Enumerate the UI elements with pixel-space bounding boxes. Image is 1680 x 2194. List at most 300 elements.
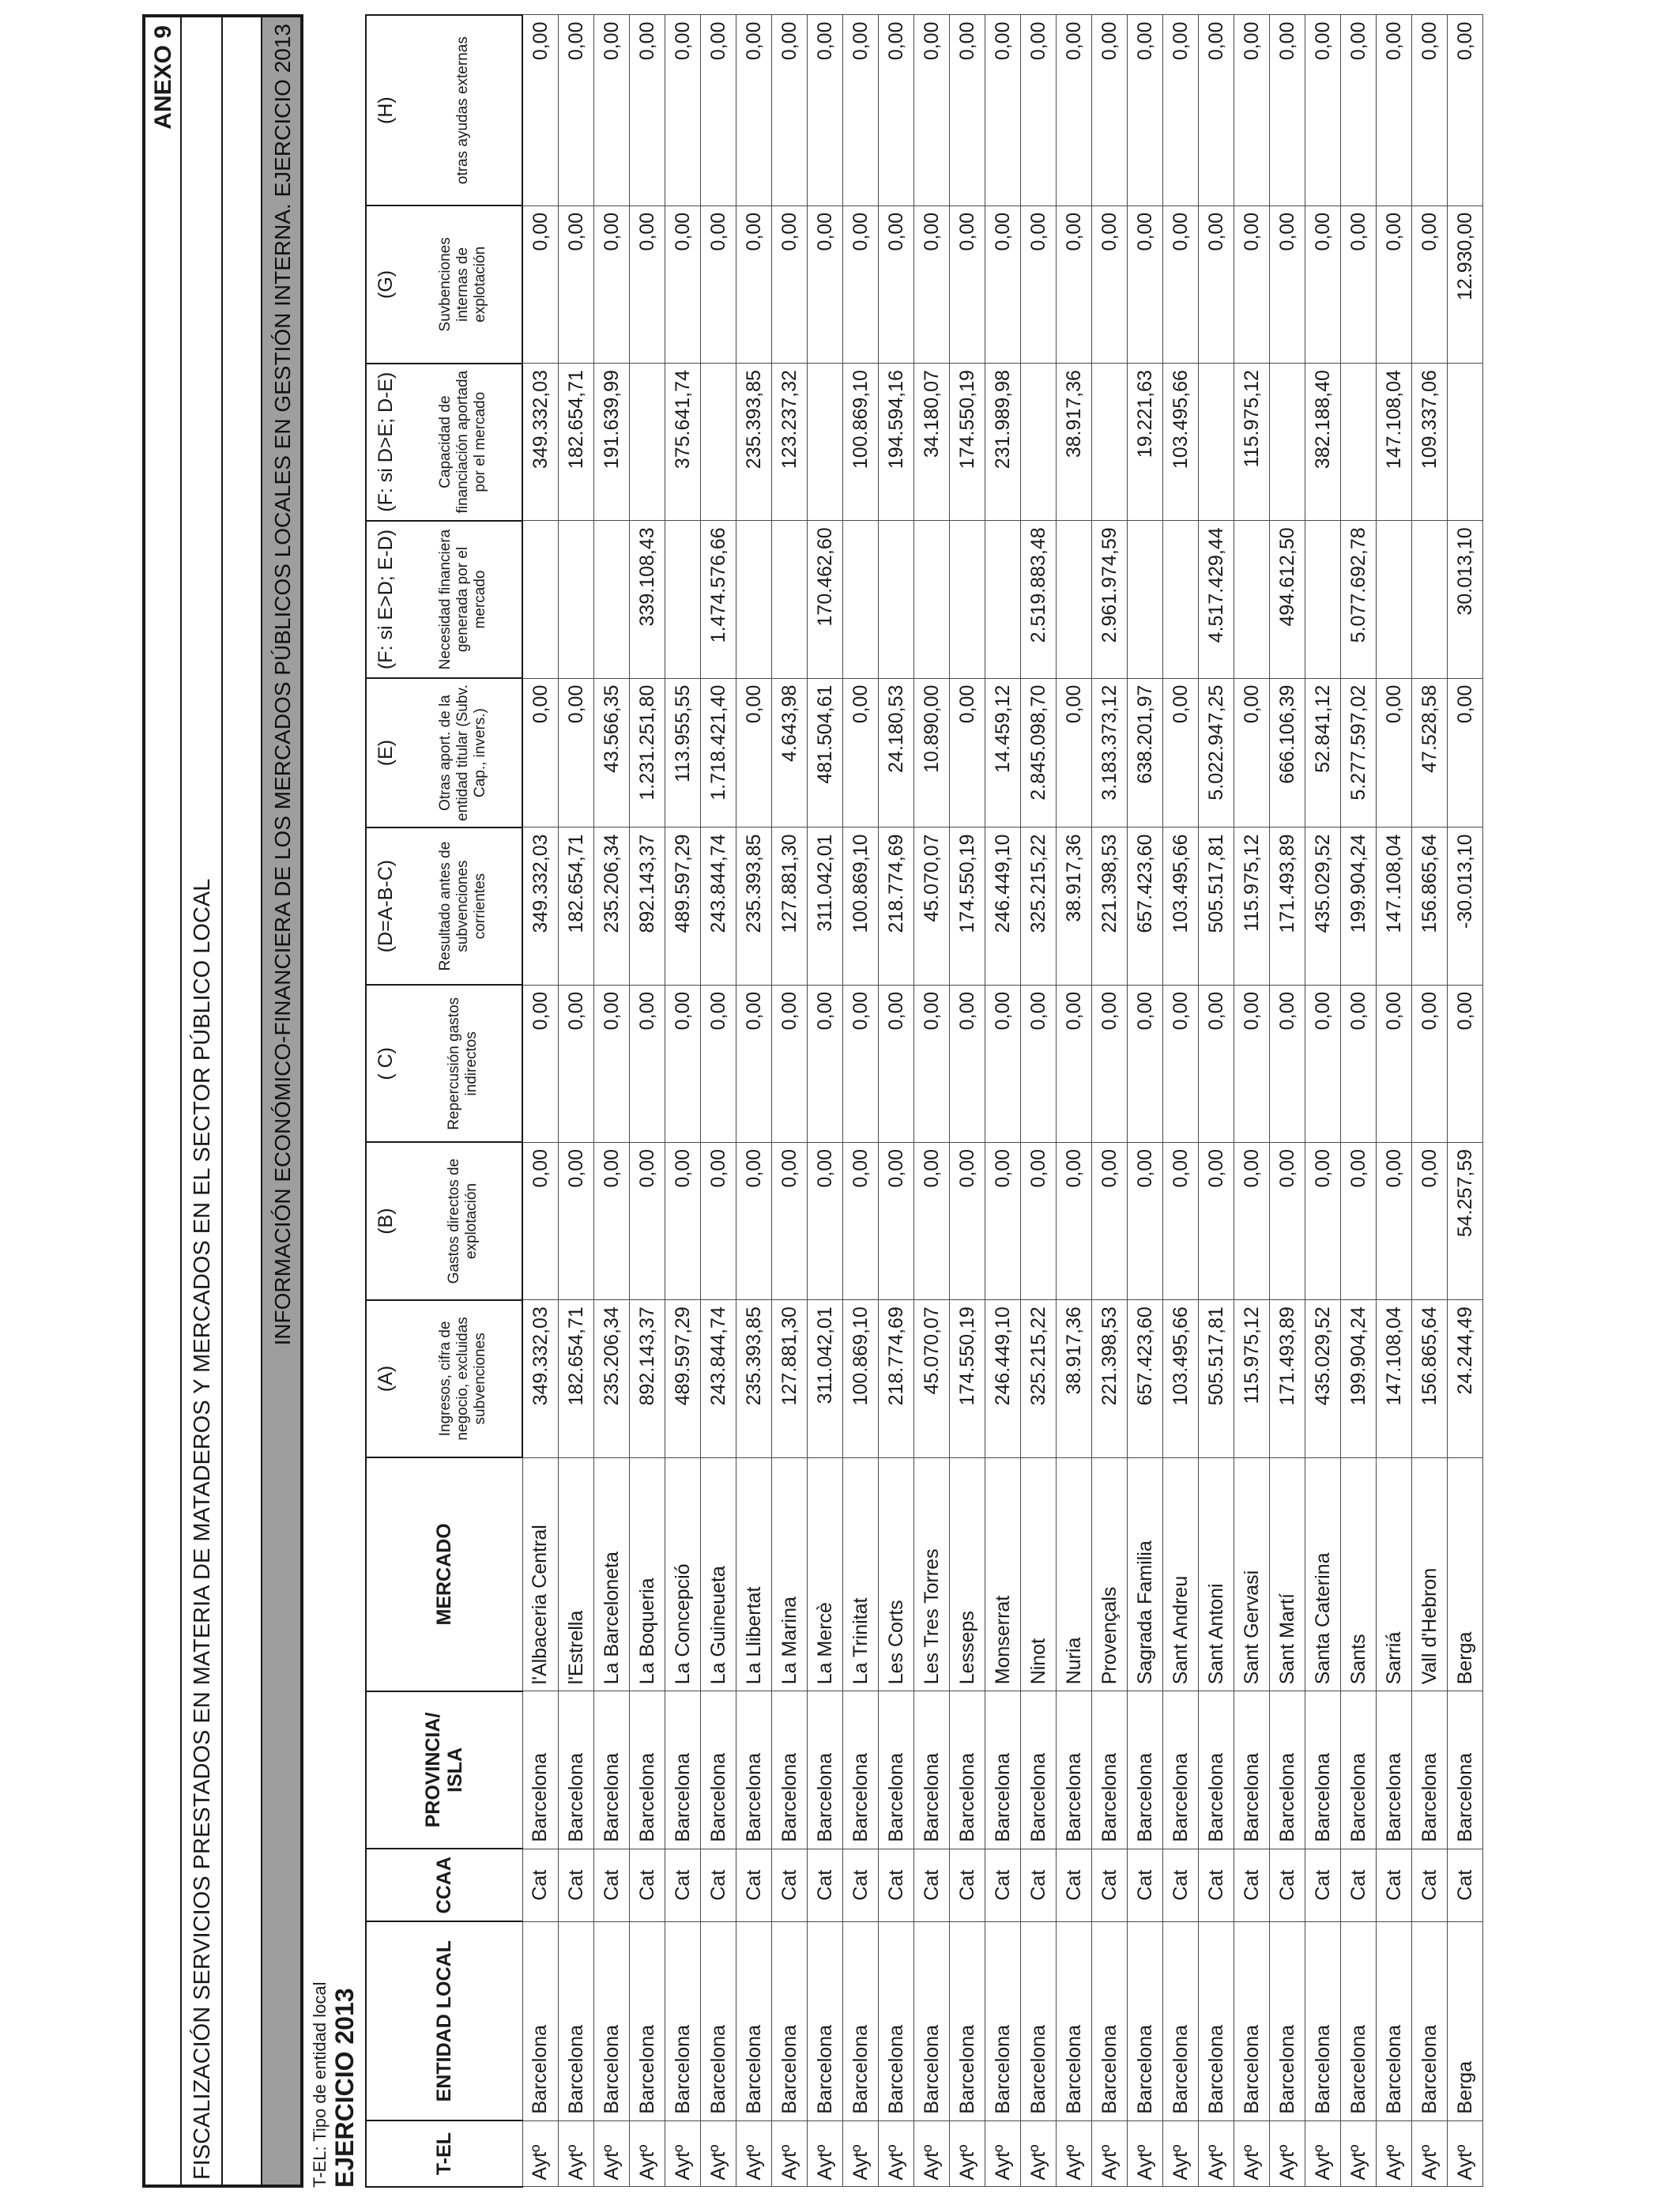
table-cell: La Concepció bbox=[665, 1457, 701, 1691]
table-cell: 0,00 bbox=[594, 1142, 630, 1299]
table-cell: Barcelona bbox=[559, 1691, 594, 1849]
table-cell: 0,00 bbox=[665, 15, 701, 205]
table-cell: 0,00 bbox=[1377, 15, 1412, 205]
table-cell: 171.493,89 bbox=[1270, 827, 1305, 985]
markets-table bbox=[365, 14, 1483, 2188]
table-cell: -30.013,10 bbox=[1448, 827, 1483, 985]
table-cell bbox=[1341, 364, 1377, 521]
table-cell: 0,00 bbox=[1234, 15, 1270, 205]
table-cell: 0,00 bbox=[950, 1142, 985, 1299]
table-cell: 0,00 bbox=[1092, 1142, 1128, 1299]
table-cell: 0,00 bbox=[522, 205, 559, 363]
table-cell bbox=[1092, 364, 1128, 521]
table-cell: 0,00 bbox=[1412, 1142, 1448, 1299]
table-cell: Cat bbox=[665, 1849, 701, 1921]
table-cell: Cat bbox=[950, 1849, 985, 1921]
table-cell: 2.845.098,70 bbox=[1021, 678, 1057, 827]
table-cell: 657.423,60 bbox=[1128, 1300, 1163, 1457]
table-cell: Barcelona bbox=[594, 1691, 630, 1849]
table-cell: 666.106,39 bbox=[1270, 678, 1305, 827]
fiscalization-row bbox=[182, 14, 223, 2188]
table-cell: Barcelona bbox=[665, 1921, 701, 2120]
table-cell: La Marina bbox=[772, 1457, 808, 1691]
table-cell: 0,00 bbox=[1128, 985, 1163, 1142]
table-cell: 0,00 bbox=[772, 205, 808, 363]
table-cell: 0,00 bbox=[701, 1142, 736, 1299]
table-cell: Barcelona bbox=[1341, 1921, 1377, 2120]
header-letters-row bbox=[366, 15, 405, 2187]
table-cell: Barcelona bbox=[559, 1921, 594, 2120]
table-cell: Barcelona bbox=[1021, 1921, 1057, 2120]
table-cell: 0,00 bbox=[843, 205, 879, 363]
table-cell: Cat bbox=[1234, 1849, 1270, 1921]
table-cell: Barcelona bbox=[1199, 1691, 1234, 1849]
table-cell: 19.221,63 bbox=[1128, 364, 1163, 521]
table-cell: 0,00 bbox=[879, 1142, 914, 1299]
table-cell: Barcelona bbox=[630, 1691, 665, 1849]
header-tel: T-EL bbox=[366, 2120, 522, 2187]
table-cell: Barcelona bbox=[1021, 1691, 1057, 1849]
table-cell: 494.612,50 bbox=[1270, 521, 1305, 678]
table-cell: Aytº bbox=[808, 2120, 843, 2187]
table-row bbox=[1199, 15, 1234, 2187]
table-cell: 325.215,22 bbox=[1021, 827, 1057, 985]
table-cell: 0,00 bbox=[879, 205, 914, 363]
table-cell: 100.869,10 bbox=[843, 827, 879, 985]
table-cell: 0,00 bbox=[1270, 205, 1305, 363]
table-cell: 10.890,00 bbox=[914, 678, 950, 827]
table-cell: 0,00 bbox=[1412, 985, 1448, 1142]
table-cell: Cat bbox=[736, 1849, 772, 1921]
table-cell: Barcelona bbox=[1270, 1691, 1305, 1849]
table-cell: Barcelona bbox=[914, 1921, 950, 2120]
header-desc-b: Gastos directos de explotación bbox=[405, 1142, 522, 1299]
header-letter-b: (B) bbox=[366, 1142, 405, 1299]
table-cell bbox=[701, 364, 736, 521]
table-cell: Aytº bbox=[950, 2120, 985, 2187]
table-cell: 45.070,07 bbox=[914, 1300, 950, 1457]
table-row bbox=[1341, 15, 1377, 2187]
header-ccaa: CCAA bbox=[366, 1849, 522, 1921]
table-cell: 0,00 bbox=[1128, 205, 1163, 363]
table-cell: 0,00 bbox=[559, 985, 594, 1142]
table-cell: Aytº bbox=[736, 2120, 772, 2187]
table-cell: 182.654,71 bbox=[559, 364, 594, 521]
table-cell bbox=[1057, 521, 1092, 678]
table-cell: 0,00 bbox=[808, 985, 843, 1142]
table-cell: 199.904,24 bbox=[1341, 1300, 1377, 1457]
table-row bbox=[1377, 15, 1412, 2187]
info-title: INFORMACIÓN ECONÓMICO-FINANCIERA DE LOS MERCADOS PÚBLICOS LOCALES EN GESTIÓN INTERNA. EJERCICIO 2013 bbox=[270, 24, 295, 1346]
table-cell: Aytº bbox=[1234, 2120, 1270, 2187]
table-cell: 115.975,12 bbox=[1234, 364, 1270, 521]
table-row bbox=[594, 15, 630, 2187]
header-desc-h: otras ayudas externas bbox=[405, 15, 522, 205]
table-cell: Barcelona bbox=[950, 1691, 985, 1849]
table-cell: 103.495,66 bbox=[1163, 1300, 1199, 1457]
table-row bbox=[914, 15, 950, 2187]
table-cell: 0,00 bbox=[772, 15, 808, 205]
table-cell: Barcelona bbox=[1341, 1691, 1377, 1849]
table-cell: 52.841,12 bbox=[1305, 678, 1341, 827]
table-cell bbox=[1021, 364, 1057, 521]
table-cell: 0,00 bbox=[1234, 1142, 1270, 1299]
table-cell: Cat bbox=[559, 1849, 594, 1921]
table-cell: 0,00 bbox=[665, 985, 701, 1142]
header-desc-e: Otras aport. de la entidad titular (Subv. Cap., invers.) bbox=[405, 678, 522, 827]
table-cell: 0,00 bbox=[1341, 15, 1377, 205]
table-row bbox=[522, 15, 559, 2187]
header-desc-f2: Capacidad de financiación aportada por el mercado bbox=[405, 364, 522, 521]
table-cell: 171.493,89 bbox=[1270, 1300, 1305, 1457]
table-cell: Aytº bbox=[1199, 2120, 1234, 2187]
table-cell: Aytº bbox=[772, 2120, 808, 2187]
table-cell: 0,00 bbox=[1163, 985, 1199, 1142]
table-cell: Barcelona bbox=[808, 1921, 843, 2120]
table-cell: Barcelona bbox=[914, 1691, 950, 1849]
table-cell: l'Albaceria Central bbox=[522, 1457, 559, 1691]
table-cell: 0,00 bbox=[914, 15, 950, 205]
table-cell bbox=[1128, 521, 1163, 678]
table-cell: 0,00 bbox=[559, 1142, 594, 1299]
table-cell: 127.881,30 bbox=[772, 1300, 808, 1457]
table-cell: 311.042,01 bbox=[808, 827, 843, 985]
table-cell: 156.865,64 bbox=[1412, 1300, 1448, 1457]
table-cell: Barcelona bbox=[736, 1921, 772, 2120]
table-cell: 349.332,03 bbox=[522, 827, 559, 985]
table-cell: Barcelona bbox=[1412, 1921, 1448, 2120]
table-cell: Cat bbox=[1341, 1849, 1377, 1921]
table-cell: 892.143,37 bbox=[630, 1300, 665, 1457]
table-cell: 243.844,74 bbox=[701, 1300, 736, 1457]
table-cell: 311.042,01 bbox=[808, 1300, 843, 1457]
table-row bbox=[843, 15, 879, 2187]
table-cell bbox=[1199, 364, 1234, 521]
table-cell: Barcelona bbox=[843, 1921, 879, 2120]
table-cell: 0,00 bbox=[772, 985, 808, 1142]
table-cell bbox=[950, 521, 985, 678]
table-cell: Barcelona bbox=[1377, 1691, 1412, 1849]
table-cell bbox=[665, 521, 701, 678]
table-cell: 123.237,32 bbox=[772, 364, 808, 521]
table-cell: 235.206,34 bbox=[594, 1300, 630, 1457]
table-cell bbox=[1270, 364, 1305, 521]
table-cell: 54.257,59 bbox=[1448, 1142, 1483, 1299]
table-cell: 0,00 bbox=[808, 15, 843, 205]
table-cell: 0,00 bbox=[843, 678, 879, 827]
table-cell: 0,00 bbox=[1057, 15, 1092, 205]
table-cell: Cat bbox=[808, 1849, 843, 1921]
table-cell: La Boqueria bbox=[630, 1457, 665, 1691]
table-cell: 0,00 bbox=[1448, 678, 1483, 827]
table-cell: 0,00 bbox=[665, 205, 701, 363]
header-desc-d: Resultado antes de subvenciones corrientes bbox=[405, 827, 522, 985]
table-cell: 0,00 bbox=[630, 985, 665, 1142]
table-cell: 47.528,58 bbox=[1412, 678, 1448, 827]
table-row bbox=[1234, 15, 1270, 2187]
table-cell: 0,00 bbox=[1199, 15, 1234, 205]
table-cell: 218.774,69 bbox=[879, 827, 914, 985]
table-row bbox=[1163, 15, 1199, 2187]
table-cell: Cat bbox=[522, 1849, 559, 1921]
table-cell: 45.070,07 bbox=[914, 827, 950, 985]
table-cell: Barcelona bbox=[1057, 1691, 1092, 1849]
table-cell: 109.337,06 bbox=[1412, 364, 1448, 521]
table-cell bbox=[772, 521, 808, 678]
table-cell: 0,00 bbox=[1305, 205, 1341, 363]
table-row bbox=[736, 15, 772, 2187]
table-cell: 246.449,10 bbox=[985, 1300, 1021, 1457]
table-cell bbox=[1377, 521, 1412, 678]
table-cell bbox=[1234, 521, 1270, 678]
table-cell: Nuria bbox=[1057, 1457, 1092, 1691]
table-row bbox=[1305, 15, 1341, 2187]
table-cell: 0,00 bbox=[1377, 678, 1412, 827]
table-cell: 3.183.373,12 bbox=[1092, 678, 1128, 827]
table-cell: 0,00 bbox=[1305, 1142, 1341, 1299]
table-cell: Barcelona bbox=[1412, 1691, 1448, 1849]
table-cell: 0,00 bbox=[914, 1142, 950, 1299]
table-cell: 0,00 bbox=[522, 15, 559, 205]
table-cell: Barcelona bbox=[1199, 1921, 1234, 2120]
table-cell: 0,00 bbox=[1377, 985, 1412, 1142]
table-row bbox=[701, 15, 736, 2187]
table-cell: Barcelona bbox=[1128, 1691, 1163, 1849]
table-cell bbox=[914, 521, 950, 678]
table-cell: 0,00 bbox=[808, 1142, 843, 1299]
table-cell: Barcelona bbox=[843, 1691, 879, 1849]
table-cell: 0,00 bbox=[1377, 205, 1412, 363]
table-cell: 349.332,03 bbox=[522, 364, 559, 521]
table-cell: 38.917,36 bbox=[1057, 827, 1092, 985]
table-cell: 0,00 bbox=[1092, 205, 1128, 363]
table-cell: 0,00 bbox=[1448, 985, 1483, 1142]
table-cell: 489.597,29 bbox=[665, 1300, 701, 1457]
table-cell: 0,00 bbox=[950, 205, 985, 363]
table-cell: 0,00 bbox=[1412, 205, 1448, 363]
table-cell bbox=[1305, 521, 1341, 678]
table-cell: Barcelona bbox=[1163, 1921, 1199, 2120]
table-cell: 4.643,98 bbox=[772, 678, 808, 827]
table-cell: Aytº bbox=[985, 2120, 1021, 2187]
table-cell: Barcelona bbox=[1377, 1921, 1412, 2120]
table-cell: 0,00 bbox=[630, 1142, 665, 1299]
table-cell: Lesseps bbox=[950, 1457, 985, 1691]
table-cell: Barcelona bbox=[879, 1691, 914, 1849]
table-cell: 0,00 bbox=[1057, 1142, 1092, 1299]
table-cell: Cat bbox=[914, 1849, 950, 1921]
table-cell: Barcelona bbox=[985, 1691, 1021, 1849]
table-cell: 0,00 bbox=[950, 15, 985, 205]
table-cell bbox=[594, 521, 630, 678]
table-cell: 0,00 bbox=[1270, 15, 1305, 205]
table-cell: 0,00 bbox=[665, 1142, 701, 1299]
table-cell: 0,00 bbox=[985, 205, 1021, 363]
table-cell: 0,00 bbox=[594, 985, 630, 1142]
table-cell bbox=[985, 521, 1021, 678]
table-cell: Barcelona bbox=[1128, 1921, 1163, 2120]
table-cell: 0,00 bbox=[1305, 15, 1341, 205]
table-cell: 0,00 bbox=[1199, 985, 1234, 1142]
table-cell bbox=[522, 521, 559, 678]
table-cell: Barcelona bbox=[665, 1691, 701, 1849]
table-cell: 221.398,53 bbox=[1092, 1300, 1128, 1457]
table-cell: 115.975,12 bbox=[1234, 1300, 1270, 1457]
table-row bbox=[1021, 15, 1057, 2187]
table-cell: 0,00 bbox=[559, 15, 594, 205]
table-row bbox=[1128, 15, 1163, 2187]
table-cell: 2.961.974,59 bbox=[1092, 521, 1128, 678]
table-cell: 5.077.692,78 bbox=[1341, 521, 1377, 678]
table-cell: 481.504,61 bbox=[808, 678, 843, 827]
table-cell: 0,00 bbox=[701, 15, 736, 205]
table-cell: 235.393,85 bbox=[736, 364, 772, 521]
table-row bbox=[950, 15, 985, 2187]
table-cell: 0,00 bbox=[701, 985, 736, 1142]
table-cell: Ninot bbox=[1021, 1457, 1057, 1691]
table-cell: 0,00 bbox=[559, 678, 594, 827]
table-cell: 0,00 bbox=[559, 205, 594, 363]
table-cell: 0,00 bbox=[630, 205, 665, 363]
header-desc-c: Repercusión gastos indirectos bbox=[405, 985, 522, 1142]
table-cell: Barcelona bbox=[1057, 1921, 1092, 2120]
table-cell: 0,00 bbox=[772, 1142, 808, 1299]
table-cell: 0,00 bbox=[1270, 985, 1305, 1142]
table-cell: 0,00 bbox=[985, 1142, 1021, 1299]
table-cell: Barcelona bbox=[594, 1921, 630, 2120]
table-cell: Cat bbox=[1199, 1849, 1234, 1921]
table-cell: 147.108,04 bbox=[1377, 364, 1412, 521]
table-cell: 0,00 bbox=[808, 205, 843, 363]
table-cell: Vall d'Hebron bbox=[1412, 1457, 1448, 1691]
table-cell: 375.641,74 bbox=[665, 364, 701, 521]
table-cell: 657.423,60 bbox=[1128, 827, 1163, 985]
table-cell: 218.774,69 bbox=[879, 1300, 914, 1457]
table-cell: l'Estrella bbox=[559, 1457, 594, 1691]
table-cell: Cat bbox=[1305, 1849, 1341, 1921]
table-cell: 0,00 bbox=[1128, 1142, 1163, 1299]
table-cell: Cat bbox=[1128, 1849, 1163, 1921]
table-cell: Les Tres Torres bbox=[914, 1457, 950, 1691]
table-cell bbox=[879, 521, 914, 678]
table-cell: 0,00 bbox=[1128, 15, 1163, 205]
header-letter-h: (H) bbox=[366, 15, 405, 205]
table-cell: 0,00 bbox=[1448, 15, 1483, 205]
table-cell: 325.215,22 bbox=[1021, 1300, 1057, 1457]
table-cell: 0,00 bbox=[1057, 205, 1092, 363]
table-cell: Barcelona bbox=[701, 1691, 736, 1849]
table-cell: Aytº bbox=[1305, 2120, 1341, 2187]
table-cell: 1.474.576,66 bbox=[701, 521, 736, 678]
table-cell: 339.108,43 bbox=[630, 521, 665, 678]
table-cell: Cat bbox=[1270, 1849, 1305, 1921]
table-cell: 100.869,10 bbox=[843, 364, 879, 521]
table-cell bbox=[1163, 521, 1199, 678]
header-desc-a: Ingresos, cifra de negocio, excluidas subvenciones bbox=[405, 1300, 522, 1457]
table-cell: 147.108,04 bbox=[1377, 827, 1412, 985]
table-cell: 24.244,49 bbox=[1448, 1300, 1483, 1457]
table-cell: 115.975,12 bbox=[1234, 827, 1270, 985]
table-cell: Aytº bbox=[879, 2120, 914, 2187]
table-cell: 2.519.883,48 bbox=[1021, 521, 1057, 678]
table-cell: 0,00 bbox=[1092, 15, 1128, 205]
table-cell: Aytº bbox=[1341, 2120, 1377, 2187]
header-provincia: PROVINCIA/ ISLA bbox=[366, 1691, 522, 1849]
table-cell: 892.143,37 bbox=[630, 827, 665, 985]
table-cell bbox=[843, 521, 879, 678]
table-cell: Berga bbox=[1448, 1921, 1483, 2120]
table-cell: Sant Antoni bbox=[1199, 1457, 1234, 1691]
table-cell: 0,00 bbox=[879, 985, 914, 1142]
table-cell: Barcelona bbox=[950, 1921, 985, 2120]
table-cell: 0,00 bbox=[701, 205, 736, 363]
table-cell: Barcelona bbox=[522, 1691, 559, 1849]
table-cell: Barcelona bbox=[522, 1921, 559, 2120]
table-cell: 246.449,10 bbox=[985, 827, 1021, 985]
table-cell: Les Corts bbox=[879, 1457, 914, 1691]
table-cell: Aytº bbox=[843, 2120, 879, 2187]
table-cell: 43.566,35 bbox=[594, 678, 630, 827]
table-cell: 127.881,30 bbox=[772, 827, 808, 985]
table-cell: Monserrat bbox=[985, 1457, 1021, 1691]
table-cell: 0,00 bbox=[630, 15, 665, 205]
table-cell: 221.398,53 bbox=[1092, 827, 1128, 985]
table-row bbox=[1270, 15, 1305, 2187]
table-cell: Barcelona bbox=[772, 1691, 808, 1849]
table-cell: 0,00 bbox=[522, 678, 559, 827]
header-letter-f1: (F: si E>D; E-D) bbox=[366, 521, 405, 678]
table-cell: Barcelona bbox=[985, 1921, 1021, 2120]
table-row bbox=[1057, 15, 1092, 2187]
table-cell: 4.517.429,44 bbox=[1199, 521, 1234, 678]
table-cell: 0,00 bbox=[1377, 1142, 1412, 1299]
table-cell: Aytº bbox=[1128, 2120, 1163, 2187]
table-cell: Barcelona bbox=[1163, 1691, 1199, 1849]
table-cell: Sants bbox=[1341, 1457, 1377, 1691]
table-row bbox=[1448, 15, 1483, 2187]
table-cell: 182.654,71 bbox=[559, 1300, 594, 1457]
table-cell: 489.597,29 bbox=[665, 827, 701, 985]
table-cell: 38.917,36 bbox=[1057, 1300, 1092, 1457]
table-cell: 30.013,10 bbox=[1448, 521, 1483, 678]
table-cell: 0,00 bbox=[1199, 1142, 1234, 1299]
table-cell: Aytº bbox=[1412, 2120, 1448, 2187]
table-cell: 0,00 bbox=[522, 1142, 559, 1299]
table-cell: Cat bbox=[594, 1849, 630, 1921]
table-cell: 0,00 bbox=[1057, 985, 1092, 1142]
annex-label: ANEXO 9 bbox=[150, 25, 176, 130]
table-cell: Barcelona bbox=[1092, 1691, 1128, 1849]
table-cell: Barcelona bbox=[1448, 1691, 1483, 1849]
table-cell: Barcelona bbox=[1270, 1921, 1305, 2120]
table-cell: 435.029,52 bbox=[1305, 1300, 1341, 1457]
table-body bbox=[522, 15, 1483, 2187]
table-cell: 0,00 bbox=[1021, 15, 1057, 205]
table-cell: 113.955,55 bbox=[665, 678, 701, 827]
table-row bbox=[559, 15, 594, 2187]
rotated-page bbox=[142, 14, 1675, 2188]
table-cell: 235.393,85 bbox=[736, 827, 772, 985]
table-cell: 182.654,71 bbox=[559, 827, 594, 985]
table-cell: 0,00 bbox=[522, 985, 559, 1142]
table-cell: 349.332,03 bbox=[522, 1300, 559, 1457]
table-cell: Aytº bbox=[1021, 2120, 1057, 2187]
table-cell: 235.206,34 bbox=[594, 827, 630, 985]
table-cell: Cat bbox=[1377, 1849, 1412, 1921]
table-cell: 0,00 bbox=[736, 985, 772, 1142]
table-cell: Aytº bbox=[630, 2120, 665, 2187]
fiscalization-title: FISCALIZACIÓN SERVICIOS PRESTADOS EN MATERIA DE MATADEROS Y MERCADOS EN EL SECTOR PÚBLICO LOCAL bbox=[190, 878, 215, 2180]
